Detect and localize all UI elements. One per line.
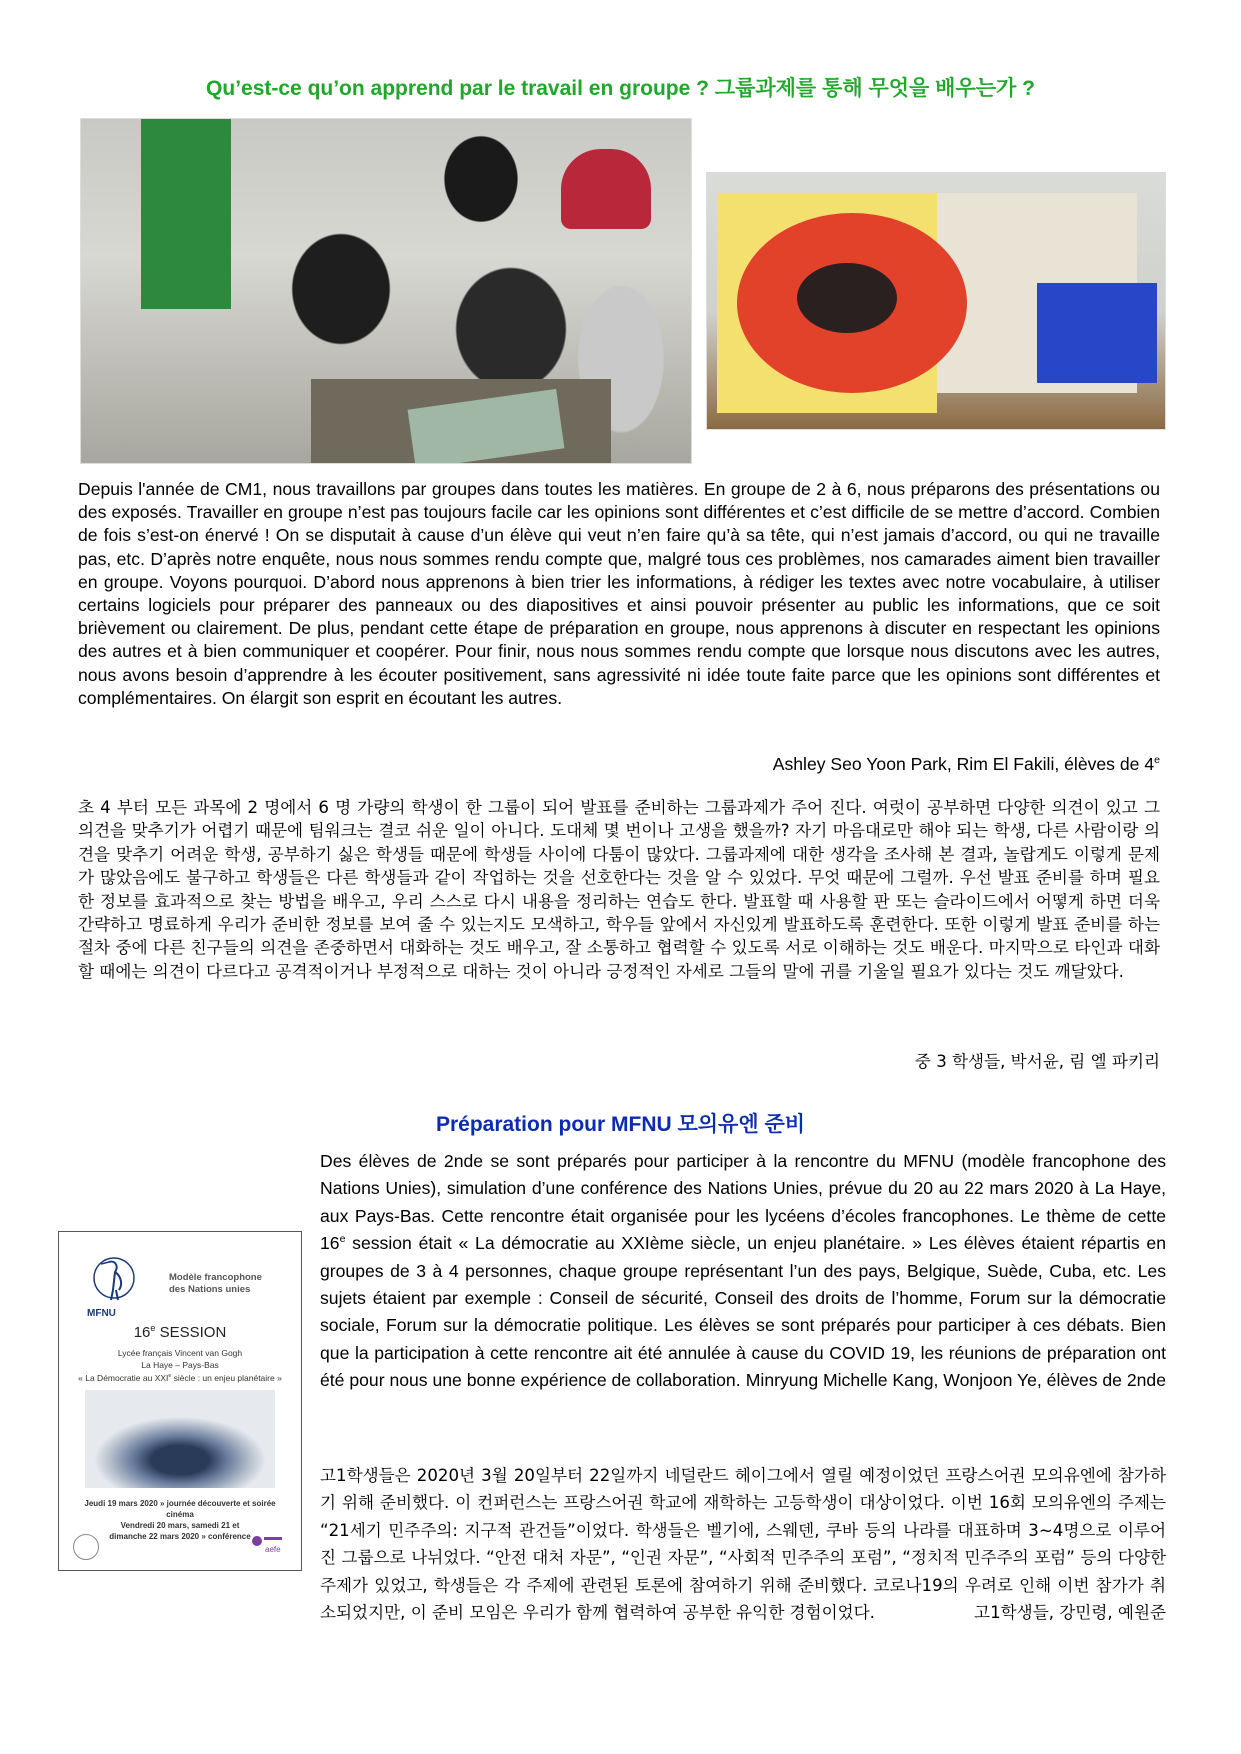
section1-paragraph-fr: Depuis l'année de CM1, nous travaillons par groupes dans toutes les matières. En groupe de 2 à 6, nous préparons des présentations ou des exposés. Travailler en groupe n’est pas toujours facile car les opinions sont différentes et c’est difficile de se mettre d’accord. Combien de fois s’est-on énervé ! On se disputait à cause d’un élève qui veut n’en faire qu’à sa tête, qui n’est jamais d’accord, ou qui ne travaille pas, etc. D’après notre enquête, nous nous sommes rendu compte que, malgré tous ces problèmes, nos camarades aiment bien travailler en groupe. Voyons pourquoi. D’abord nous apprenons à bien trier les informations, à rédiger les textes avec notre vocabulaire, à utiliser certains logiciels pour préparer des panneaux ou des diapositives et ainsi pouvoir présenter au public les informations, que ce soit brièvement ou clairement. De plus, pendant cette étape de préparation en groupe, nous apprenons à discuter en respectant les opinions des autres et à bien communiquer et coopérer. Pour finir, nous nous sommes rendu compte que lorsque nous discutons avec les autres, nous avons besoin d’apprendre à les écouter positivement, sans agressivité ni idée toute faite parce que les opinions sont différentes et complémentaires. On élargit son esprit en écoutant les autres. [78, 479, 1160, 708]
seal-icon [73, 1534, 99, 1560]
section2-paragraph-fr: Des élèves de 2nde se sont préparés pour participer à la rencontre du MFNU (modèle francophone des Nations Unies), simulation d’une conférence des Nations Unies, prévue du 20 au 22 mars 2020 à La Haye, aux Pays-Bas. Cette rencontre était organisée pour les lycéens d’écoles francophones. Le thème de cette 16e session était « La démocratie au XXIème siècle, un enjeu planétaire. » Les élèves étaient répartis en groupes de 3 à 4 personnes, chaque groupe représentant l’un des pays, Belgique, Suède, Cuba, etc. Les sujets étaient par exemple : Conseil de sécurité, Conseil des droits de l’homme, Forum sur la démocratie sociale, Forum sur la démocratie politique. Les élèves se sont préparés pour participer à ces débats. Bien que la participation à cette rencontre ait été annulée à cause du COVID 19, les réunions de préparation ont été pour nous une bonne expérience de collaboration. Minryung Michelle Kang, Wonjoon Ye, élèves de 2nde [320, 1148, 1166, 1395]
section2-signature-ko: 고1학생들, 강민령, 예원준 [974, 1603, 1166, 1623]
poster-footer: Jeudi 19 mars 2020 » journée découverte et soirée cinéma Vendredi 20 mars, samedi 21 et dimanche 22 mars 2020 » conférence [84, 1499, 276, 1541]
section1-paragraph-ko: 초 4 부터 모든 과목에 2 명에서 6 명 가량의 학생이 한 그룹이 되어 발표를 준비하는 그룹과제가 주어 진다. 여럿이 공부하면 다양한 의견이 있고 그 의견을 맞추기가 어렵기 때문에 팀워크는 결코 쉬운 일이 아니다. 도대체 몇 번이나 고생을 했을까? 자기 마음대로만 해야 되는 학생, 다른 사람이랑 의견을 맞추기 어려운 학생, 공부하기 싫은 학생들 때문에 학생들 사이에 다툼이 많았다. 그룹과제에 대한 생각을 조사해 본 결과, 놀랍게도 이렇게 문제가 많았음에도 불구하고 학생들은 다른 학생들과 같이 작업하는 것을 선호한다는 것을 알 수 있었다. 무엇 때문에 그럴까. 우선 발표 준비를 하며 필요한 정보를 효과적으로 찾는 방법을 배우고, 우리 스스로 다시 내용을 정리하는 연습도 한다. 발표할 때 사용할 판 또는 슬라이드에서 어떻게 하면 더욱 간략하고 명료하게 우리가 준비한 정보를 보여 줄 수 있는지도 모색하고, 학우들 앞에서 자신있게 발표하도록 훈련한다. 또한 이렇게 발표 준비를 하는 절차 중에 다른 친구들의 의견을 존중하면서 대화하는 것도 배우고, 잘 소통하고 협력할 수 있도록 서로 이해하는 것도 배운다. 마지막으로 타인과 대화할 때에는 의견이 다르다고 공격적이거나 부정적으로 대하는 것이 아니라 긍정적인 자세로 그들의 말에 귀를 기울일 필요가 있다는 것도 깨달았다. [78, 798, 1160, 981]
section2-paragraph-ko: 고1학생들은 2020년 3월 20일부터 22일까지 네덜란드 헤이그에서 열릴 예정이었던 프랑스어권 모의유엔에 참가하기 위해 준비했다. 이 컨퍼런스는 프랑스어권 학교에 재학하는 고등학생이 대상이었다. 이번 16회 모의유엔의 주제는 “21세기 민주주의: 지구적 관건들”이었다. 학생들은 벨기에, 스웨덴, 쿠바 등의 나라를 대표하며 3~4명으로 이루어진 그룹으로 나뉘었다. “안전 대처 자문”, “인권 자문”, “사회적 민주주의 포럼”, “정치적 민주주의 포럼” 등의 다양한 주제가 있었고, 학생들은 각 주제에 관련된 토론에 참여하기 위해 준비했다. 코로나19의 우려로 인해 이번 참가가 취소되었지만, 이 준비 모임은 우리가 함께 협력하여 공부한 유익한 경험이었다. 고1학생들, 강민령, 예원준 [320, 1462, 1166, 1626]
section1-signature-ko: 중 3 학생들, 박서윤, 림 엘 파키리 [914, 1052, 1160, 1071]
section2-title: Préparation pour MFNU 모의유엔 준비 [435, 1113, 806, 1136]
section1-title: Qu’est-ce qu’on apprend par le travail en groupe ? 그룹과제를 통해 무엇을 배우는가 ? [206, 77, 1035, 100]
aefe-logo-icon [249, 1532, 285, 1558]
assembly-hall-image [85, 1390, 275, 1488]
volcano-project-photo [706, 172, 1166, 430]
svg-text:aefe: aefe [265, 1545, 281, 1554]
poster-logo-text: MFNU [87, 1308, 116, 1319]
poster-org: Modèle francophone des Nations unies [169, 1272, 262, 1295]
section2-signature-fr: Minryung Michelle Kang, Wonjoon Ye, élèves de 2nde [745, 1370, 1166, 1391]
mfnu-poster [58, 1231, 302, 1571]
poster-theme: « La Démocratie au XXIe siècle : un enjeu planétaire » [78, 1373, 282, 1383]
students-group-work-photo [80, 118, 692, 464]
heron-logo-icon [89, 1250, 139, 1310]
section1-signature-fr: Ashley Seo Yoon Park, Rim El Fakili, élèves de 4e [772, 754, 1160, 774]
poster-school: Lycée français Vincent van Gogh [117, 1348, 243, 1358]
poster-session: 16e SESSION [133, 1323, 227, 1341]
poster-city: La Haye – Pays-Bas [141, 1360, 219, 1370]
